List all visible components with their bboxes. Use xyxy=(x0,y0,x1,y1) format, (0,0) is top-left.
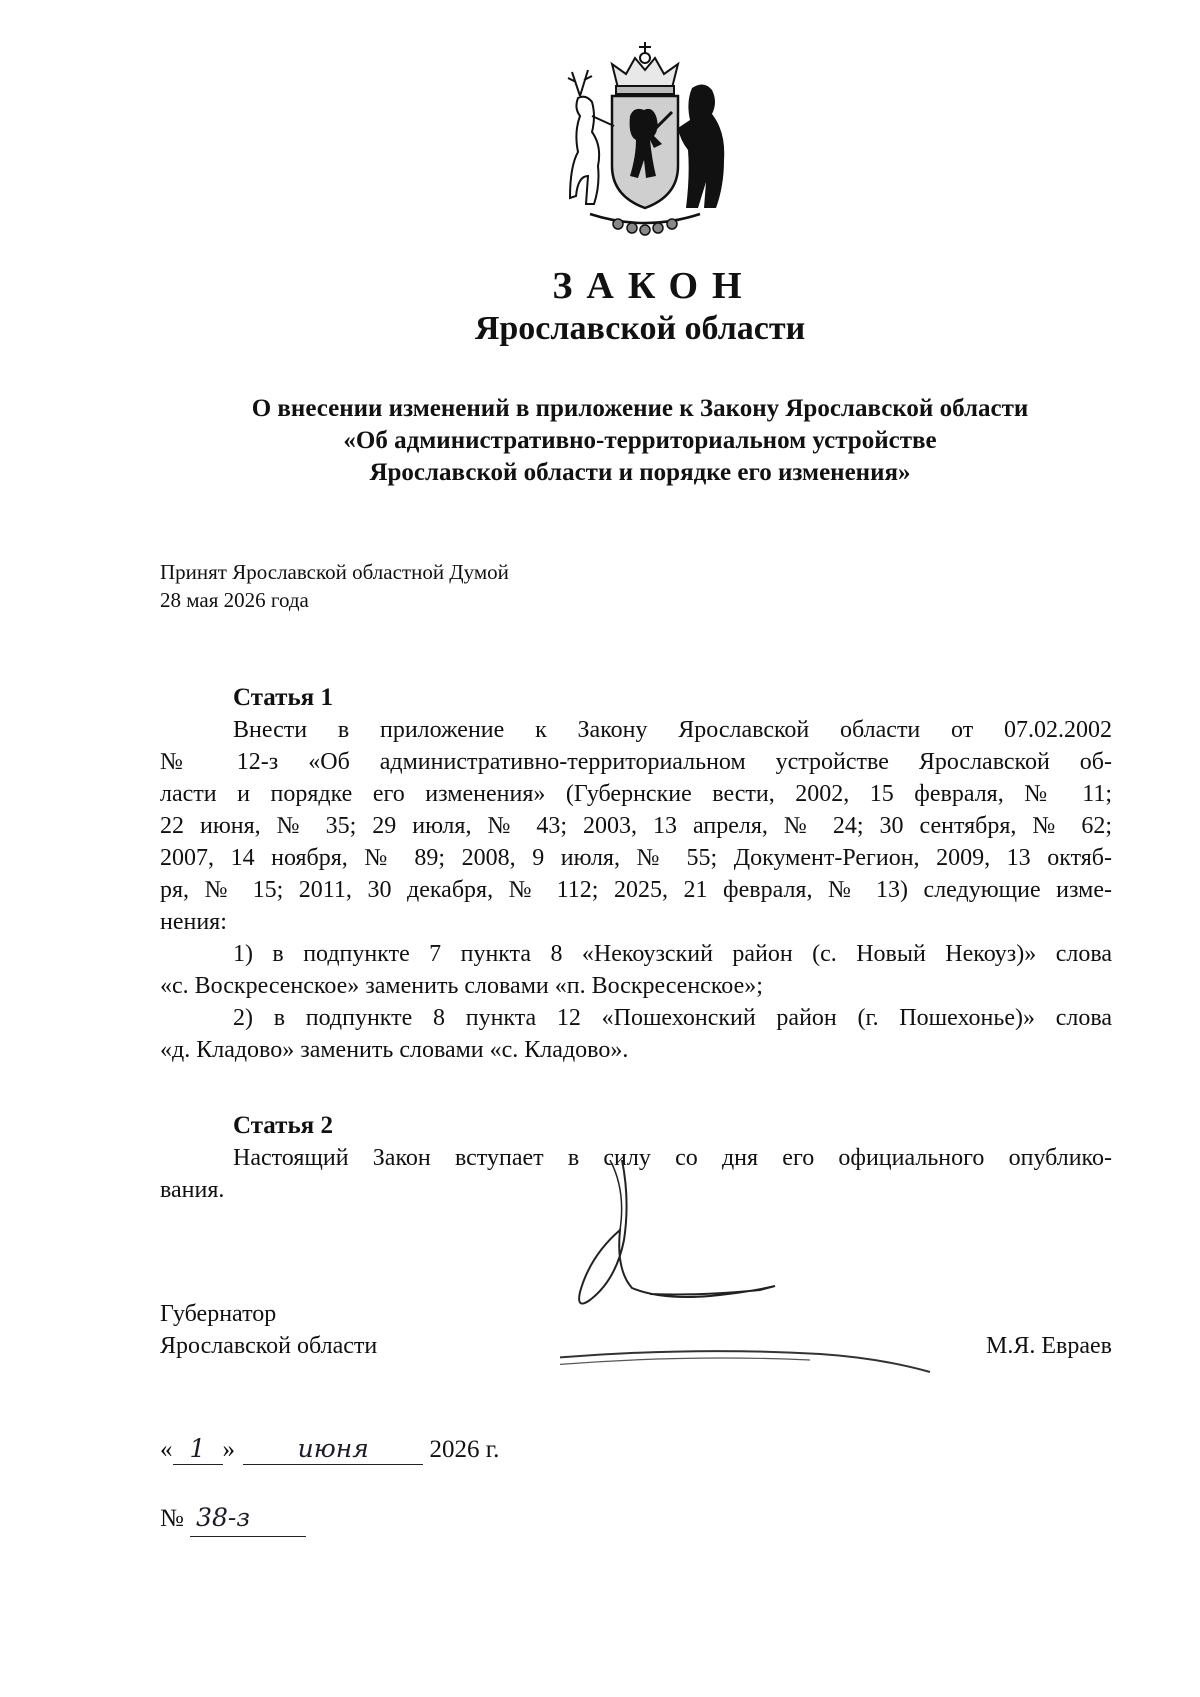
article-2-title: Статья 2 xyxy=(233,1112,333,1139)
subject-line: Ярославской области и порядке его изменения» xyxy=(369,459,911,486)
article-1-title: Статья 1 xyxy=(233,684,333,711)
article-1-line: № 12-з «Об административно-территориальном устройстве Ярославской об- xyxy=(160,749,1112,775)
number-label: № xyxy=(160,1505,184,1532)
subject-line: О внесении изменений в приложение к Закону Ярославской области xyxy=(251,395,1029,422)
number-value: 38-з xyxy=(190,1500,306,1537)
article-1-line: нения: xyxy=(160,909,227,935)
article-1-line: ря, № 15; 2011, 30 декабря, № 112; 2025, 21 февраля, № 13) следующие изме- xyxy=(160,877,1112,903)
article-2-line: вания. xyxy=(160,1177,225,1203)
article-1-line: ласти и порядке его изменения» (Губернские вести, 2002, 15 февраля, № 11; xyxy=(160,781,1112,807)
date-month: июня xyxy=(243,1434,423,1465)
date-close-quote: » xyxy=(222,1436,235,1463)
date-day: 1 xyxy=(173,1434,223,1465)
article-1-line: 22 июня, № 35; 29 июля, № 43; 2003, 13 апреля, № 24; 30 сентября, № 62; xyxy=(160,813,1112,839)
article-1-item-2: 2) в подпункте 8 пункта 12 «Пошехонский район (г. Пошехонье)» слова xyxy=(233,1005,1112,1031)
article-1 xyxy=(160,682,1112,1066)
signer-name: М.Я. Евраев xyxy=(986,1333,1112,1359)
law-subject-title xyxy=(0,393,1200,489)
handwritten-signature xyxy=(560,1160,980,1410)
document-type-title: ЗАКОН xyxy=(552,265,756,307)
article-1-item-2-cont: «д. Кладово» заменить словами «с. Кладово». xyxy=(160,1037,629,1063)
signing-date xyxy=(160,1432,499,1468)
adopted-date: 28 мая 2026 года xyxy=(160,588,309,612)
position-line: Ярославской области xyxy=(160,1333,378,1359)
article-1-item-1: 1) в подпункте 7 пункта 8 «Некоузский район (с. Новый Некоуз)» слова xyxy=(233,941,1112,967)
article-1-line: 2007, 14 ноября, № 89; 2008, 9 июля, № 55; Документ-Регион, 2009, 13 октяб- xyxy=(160,845,1112,871)
governor-position xyxy=(160,1298,377,1362)
subject-line: «Об административно-территориальном устройстве xyxy=(343,427,937,454)
adopted-by: Принят Ярославской областной Думой xyxy=(160,560,509,584)
article-2-line: Настоящий Закон вступает в силу со дня его официального опублико- xyxy=(233,1145,1112,1171)
adoption-note xyxy=(160,558,509,614)
law-number xyxy=(160,1500,306,1537)
date-open-quote: « xyxy=(160,1436,173,1463)
date-year: 2026 г. xyxy=(429,1436,500,1463)
article-1-item-1-cont: «с. Воскресенское» заменить словами «п. Воскресенское»; xyxy=(160,973,763,999)
article-1-line: Внести в приложение к Закону Ярославской области от 07.02.2002 xyxy=(233,717,1112,743)
yaroslavl-oblast-coat-of-arms-icon xyxy=(540,36,750,246)
position-line: Губернатор xyxy=(160,1301,277,1327)
region-title: Ярославской области xyxy=(474,310,806,347)
